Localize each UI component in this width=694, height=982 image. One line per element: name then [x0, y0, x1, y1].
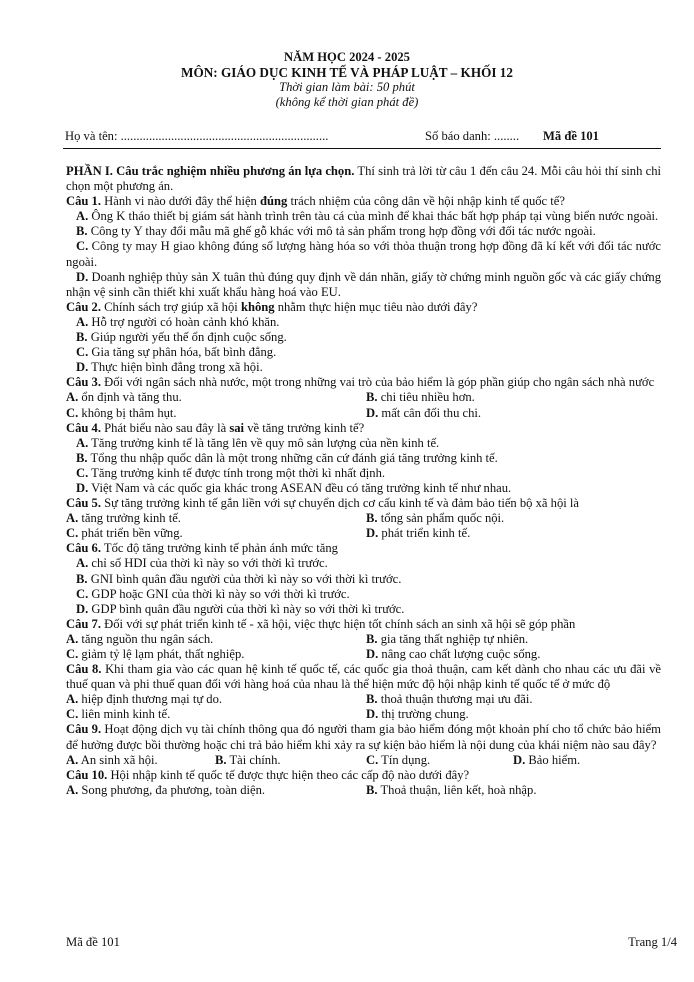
- question-stem: Đối với sự phát triển kinh tế - xã hội, việc thực hiện tốt chính sách an sinh xã hội sẽ góp phần: [101, 616, 576, 631]
- student-name-field: Họ và tên: ..................................................................: [65, 129, 329, 143]
- option-text: An sinh xã hội.: [80, 752, 158, 767]
- option-text: GDP bình quân đầu người của thời kì này so với thời kì trước.: [91, 601, 405, 616]
- option-text: gia tăng thất nghiệp tự nhiên.: [380, 631, 529, 646]
- option-text: tăng nguồn thu ngân sách.: [81, 631, 214, 646]
- q5-option-c[interactable]: [66, 526, 366, 541]
- question-number: Câu 5.: [66, 496, 101, 511]
- option-text: chỉ số HDI của thời kì này so với thời kì trước.: [91, 556, 328, 571]
- time-note: (không kể thời gian phát đề): [275, 95, 419, 109]
- q8-option-b[interactable]: [366, 692, 533, 707]
- option-text: Tài chính.: [229, 752, 281, 767]
- option-text: Gia tăng sự phân hóa, bất bình đẳng.: [91, 345, 277, 360]
- exam-header: [0, 50, 694, 110]
- q1-option-d[interactable]: [66, 270, 661, 300]
- q7-options-row-2: [66, 647, 661, 662]
- question-number: Câu 6.: [66, 541, 101, 556]
- option-text: Việt Nam và các quốc gia khác trong ASEAN đều có tăng trưởng kinh tế như nhau.: [91, 480, 512, 495]
- question-stem: Tốc độ tăng trưởng kinh tế phản ánh mức tăng: [101, 541, 338, 556]
- question-stem: Hoạt động dịch vụ tài chính thông qua đó người tham gia bảo hiểm đóng một khoản phí cho tổ chức bảo hiểm để hưởng được bồi thường hoặc chi trả bảo hiểm khi xảy ra sự kiện bảo hiểm là nội dung của khái niệm nào sau đây?: [66, 722, 661, 752]
- question-stem: trách nhiệm của công dân về hội nhập kinh tế quốc tế?: [287, 194, 565, 209]
- question-number: Câu 9.: [66, 722, 102, 737]
- option-label: C.: [76, 465, 89, 480]
- q6-option-a[interactable]: [66, 556, 661, 571]
- option-text: Tổng thu nhập quốc dân là một trong những căn cứ đánh giá tăng trưởng kinh tế.: [90, 450, 498, 465]
- option-label: B.: [76, 450, 88, 465]
- option-text: tổng sản phẩm quốc nội.: [380, 511, 505, 526]
- part-instructions: [66, 164, 661, 194]
- q3-options-row-2: [66, 406, 661, 421]
- q7-option-d[interactable]: [366, 647, 540, 662]
- school-year: NĂM HỌC 2024 - 2025: [284, 50, 410, 64]
- question-stem: Hành vi nào dưới đây thể hiện: [101, 194, 260, 209]
- question-stem: Sự tăng trưởng kinh tế gắn liền với sự chuyển dịch cơ cấu kinh tế và đảm bảo tiến bộ xã hội là: [101, 496, 579, 511]
- q9-option-c[interactable]: [366, 753, 513, 768]
- option-text: Song phương, đa phương, toàn diện.: [81, 782, 266, 797]
- q3-option-a[interactable]: [66, 390, 366, 405]
- option-label: B.: [366, 782, 378, 797]
- option-label: B.: [366, 390, 378, 405]
- option-label: B.: [76, 330, 88, 345]
- time-limit: Thời gian làm bài: 50 phút: [279, 80, 415, 94]
- option-text: không bị thâm hụt.: [81, 405, 177, 420]
- q3-option-b[interactable]: [366, 390, 475, 405]
- q1-option-a[interactable]: [66, 209, 661, 224]
- question-stem: về tăng trưởng kinh tế?: [244, 420, 365, 435]
- q4-option-c[interactable]: [66, 466, 661, 481]
- option-label: A.: [76, 435, 89, 450]
- question-number: Câu 8.: [66, 662, 102, 677]
- question-emphasis: đúng: [259, 194, 288, 209]
- option-label: A.: [76, 556, 89, 571]
- q8-options-row-1: [66, 692, 661, 707]
- question-4: [66, 421, 661, 436]
- option-text: thị trường chung.: [381, 707, 469, 722]
- header-divider: [63, 148, 661, 149]
- q7-options-row-1: [66, 632, 661, 647]
- q5-option-b[interactable]: [366, 511, 504, 526]
- part-instruction-text: Thí sinh trả lời từ câu 1 đến câu 24. Mỗi câu hỏi thí sinh chỉ chọn một phương án.: [66, 164, 661, 194]
- option-label: A.: [66, 631, 79, 646]
- question-stem: nhằm thực hiện mục tiêu nào dưới đây?: [274, 299, 478, 314]
- option-label: D.: [76, 360, 89, 375]
- option-text: Tăng trưởng kinh tế là tăng lên về quy mô sản lượng của nền kinh tế.: [91, 435, 440, 450]
- option-label: C.: [76, 239, 89, 254]
- q1-option-c[interactable]: [66, 239, 661, 269]
- option-text: liên minh kinh tế.: [81, 707, 171, 722]
- subject-title: MÔN: GIÁO DỤC KINH TẾ VÀ PHÁP LUẬT – KHỐI 12: [181, 65, 513, 80]
- option-text: mất cân đối thu chi.: [381, 405, 482, 420]
- question-10: [66, 768, 661, 783]
- question-number: Câu 10.: [66, 767, 108, 782]
- option-label: B.: [76, 224, 88, 239]
- q5-option-a[interactable]: [66, 511, 366, 526]
- option-text: phát triển bền vững.: [81, 526, 183, 541]
- footer-page-number: Trang 1/4: [628, 935, 677, 949]
- option-label: A.: [66, 692, 79, 707]
- q2-option-b[interactable]: [66, 330, 661, 345]
- option-label: A.: [66, 390, 79, 405]
- option-text: GNI bình quân đầu người của thời kì này so với thời kì trước.: [90, 571, 402, 586]
- option-text: GDP hoặc GNI của thời kì này so với thời kì trước.: [91, 586, 350, 601]
- option-label: A.: [66, 511, 79, 526]
- option-label: A.: [76, 314, 89, 329]
- option-text: Hỗ trợ người có hoàn cảnh khó khăn.: [91, 314, 280, 329]
- question-emphasis: không: [240, 299, 275, 314]
- question-8: [66, 662, 661, 692]
- option-label: B.: [76, 571, 88, 586]
- q4-option-d[interactable]: [66, 481, 661, 496]
- question-number: Câu 7.: [66, 616, 101, 631]
- question-1: [66, 194, 661, 209]
- option-text: Công ty Y thay đổi mẫu mã ghế gỗ khác với mô tả sản phẩm trong hợp đồng với đối tác nước ngoài.: [90, 224, 596, 239]
- question-stem: Phát biểu nào sau đây là: [101, 420, 230, 435]
- q5-options-row-1: [66, 511, 661, 526]
- q1-option-b[interactable]: [66, 224, 661, 239]
- question-9: [66, 722, 661, 752]
- q7-option-b[interactable]: [366, 632, 528, 647]
- footer-exam-code: Mã đề 101: [66, 935, 120, 949]
- option-label: D.: [513, 752, 526, 767]
- q8-options-row-2: [66, 707, 661, 722]
- q8-option-c[interactable]: [66, 707, 366, 722]
- option-text: Tín dụng.: [381, 752, 431, 767]
- option-text: Thực hiện bình đẳng trong xã hội.: [91, 360, 263, 375]
- option-text: Bảo hiểm.: [528, 752, 581, 767]
- option-label: B.: [366, 631, 378, 646]
- question-stem: Khi tham gia vào các quan hệ kinh tế quốc tế, các quốc gia thoả thuận, cam kết dành cho nhau các ưu đãi về thuế quan và phi thuế quan đối với hàng hoá của nhau là thể hiện mức độ hội nhập kinh tế quốc tế ở mức độ: [66, 662, 661, 692]
- q10-option-a[interactable]: [66, 783, 366, 798]
- question-number: Câu 2.: [66, 299, 101, 314]
- option-text: Thoả thuận, liên kết, hoà nhập.: [380, 782, 537, 797]
- option-label: D.: [76, 269, 89, 284]
- question-emphasis: sai: [229, 420, 245, 435]
- option-text: Doanh nghiệp thủy sản X tuân thủ đúng quy định về dán nhãn, giấy tờ chứng minh nguồn gốc và các giấy chứng nhận vệ sinh cần thiết khi xuất khẩu hàng hoá vào EU.: [66, 269, 661, 299]
- q6-option-c[interactable]: [66, 587, 661, 602]
- q9-option-d[interactable]: [513, 753, 580, 768]
- student-info-row: [65, 129, 660, 145]
- q4-option-b[interactable]: [66, 451, 661, 466]
- question-3: [66, 375, 661, 390]
- q2-option-a[interactable]: [66, 315, 661, 330]
- q7-option-c[interactable]: [66, 647, 366, 662]
- student-id-field: Số báo danh: ........: [425, 129, 520, 143]
- question-list: [66, 164, 661, 798]
- q7-option-a[interactable]: [66, 632, 366, 647]
- q3-option-d[interactable]: [366, 406, 481, 421]
- option-label: A.: [76, 209, 89, 224]
- option-text: Tăng trưởng kinh tế được tính trong một thời kì nhất định.: [91, 465, 386, 480]
- option-text: tăng trưởng kinh tế.: [81, 511, 181, 526]
- question-stem: Chính sách trợ giúp xã hội: [101, 299, 241, 314]
- exam-code: Mã đề 101: [543, 129, 599, 143]
- option-text: thoả thuận thương mại ưu đãi.: [380, 692, 533, 707]
- q8-option-d[interactable]: [366, 707, 469, 722]
- q2-option-d[interactable]: [66, 360, 661, 375]
- option-label: B.: [366, 692, 378, 707]
- q5-options-row-2: [66, 526, 661, 541]
- q9-option-a[interactable]: [66, 753, 215, 768]
- option-text: nâng cao chất lượng cuộc sống.: [381, 647, 541, 661]
- question-6: [66, 541, 661, 556]
- option-label: A.: [66, 752, 79, 767]
- q6-option-b[interactable]: [66, 572, 661, 587]
- option-label: D.: [76, 480, 89, 495]
- question-number: Câu 1.: [66, 194, 101, 209]
- option-text: Công ty may H giao không đúng số lượng hàng hóa so với thỏa thuận trong hợp đồng đã kí kết với đối tác nước ngoài.: [66, 239, 661, 269]
- option-label: C.: [76, 586, 89, 601]
- option-label: D.: [366, 647, 379, 661]
- q4-option-a[interactable]: [66, 436, 661, 451]
- option-label: D.: [76, 601, 89, 616]
- option-label: C.: [66, 405, 79, 420]
- question-number: Câu 4.: [66, 420, 101, 435]
- q9-option-b[interactable]: [215, 753, 366, 768]
- option-label: C.: [366, 752, 379, 767]
- option-label: C.: [66, 526, 79, 541]
- option-label: C.: [66, 707, 79, 722]
- option-label: B.: [366, 511, 378, 526]
- question-5: [66, 496, 661, 511]
- option-label: D.: [366, 707, 379, 722]
- q8-option-a[interactable]: [66, 692, 366, 707]
- option-text: hiệp định thương mại tự do.: [81, 692, 223, 707]
- q10-options-row-1: [66, 783, 661, 798]
- option-label: B.: [215, 752, 227, 767]
- option-text: Giúp người yếu thế ổn định cuộc sống.: [90, 330, 287, 345]
- option-label: C.: [76, 345, 89, 360]
- option-label: A.: [66, 782, 79, 797]
- q3-options-row-1: [66, 390, 661, 405]
- option-text: phát triển kinh tế.: [381, 526, 471, 541]
- q5-option-d[interactable]: [366, 526, 470, 541]
- question-7: [66, 617, 661, 632]
- q3-option-c[interactable]: [66, 406, 366, 421]
- part-title: PHẦN I. Câu trắc nghiệm nhiều phương án lựa chọn.: [66, 164, 355, 178]
- q6-option-d[interactable]: [66, 602, 661, 617]
- q2-option-c[interactable]: [66, 345, 661, 360]
- option-text: chi tiêu nhiều hơn.: [380, 390, 475, 405]
- question-stem: Hội nhập kinh tế quốc tế được thực hiện theo các cấp độ nào dưới đây?: [107, 767, 470, 782]
- option-label: C.: [66, 647, 79, 661]
- option-label: D.: [366, 526, 379, 541]
- q10-option-b[interactable]: [366, 783, 536, 798]
- question-stem: Đối với ngân sách nhà nước, một trong những vai trò của bảo hiểm là góp phần giúp cho ngân sách nhà nước: [101, 375, 655, 390]
- question-number: Câu 3.: [66, 375, 101, 390]
- option-text: Ông K tháo thiết bị giám sát hành trình trên tàu cá của mình để khai thác bất hợp pháp tại vùng biển nước ngoài.: [91, 209, 659, 224]
- q9-options-row: [66, 753, 661, 768]
- option-text: giảm tỷ lệ lạm phát, thất nghiệp.: [81, 647, 245, 661]
- option-label: D.: [366, 405, 379, 420]
- question-2: [66, 300, 661, 315]
- option-text: ổn định và tăng thu.: [81, 390, 182, 405]
